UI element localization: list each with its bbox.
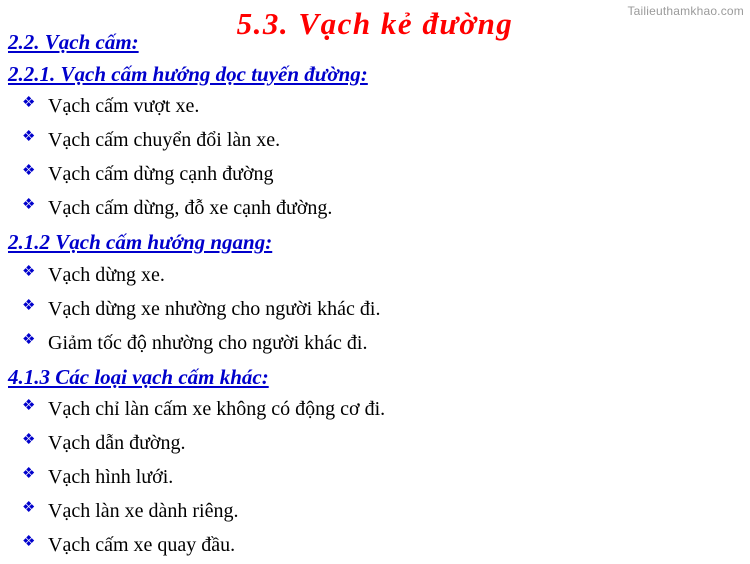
list-item-label: Vạch dẫn đường.	[48, 432, 186, 455]
section-heading-cac-loai-khac: 4.1.3 Các loại vạch cấm khác:	[8, 364, 269, 389]
section-heading-vach-cam: 2.2. Vạch cấm:	[8, 30, 139, 54]
bullet-list-huong-ngang	[8, 258, 748, 360]
list-item-label: Vạch cấm xe quay đầu.	[48, 534, 236, 557]
slide-content	[8, 30, 748, 564]
bullet-list-huong-doc	[8, 89, 748, 225]
list-item	[20, 460, 748, 494]
diamond-bullet-icon: ❖	[22, 297, 36, 314]
list-item-label: Vạch làn xe dành riêng.	[48, 500, 239, 523]
list-item-label: Vạch dừng xe.	[48, 263, 165, 286]
list-item-label: Vạch hình lưới.	[48, 466, 174, 489]
list-item-label: Vạch cấm dừng, đỗ xe cạnh đường.	[48, 197, 333, 220]
diamond-bullet-icon: ❖	[22, 331, 36, 348]
diamond-bullet-icon: ❖	[22, 163, 36, 180]
list-item-label: Vạch cấm dừng cạnh đường	[48, 163, 274, 186]
diamond-bullet-icon: ❖	[22, 197, 36, 214]
diamond-bullet-icon: ❖	[22, 432, 36, 449]
list-item-label: Vạch cấm vượt xe.	[48, 95, 200, 118]
list-item	[20, 326, 748, 360]
bullet-list-cac-loai-khac	[8, 392, 748, 562]
list-item-label: Vạch dừng xe nhường cho người khác đi.	[48, 297, 381, 320]
list-item	[20, 258, 748, 292]
page-title: 5.3. Vạch kẻ đường	[236, 6, 514, 41]
list-item	[20, 392, 748, 426]
list-item	[20, 89, 748, 123]
list-item	[20, 157, 748, 191]
list-item	[20, 191, 748, 225]
section-heading-huong-doc: 2.2.1. Vạch cấm hướng dọc tuyến đường:	[8, 61, 368, 86]
watermark-text: Tailieuthamkhao.com	[627, 4, 744, 18]
list-item	[20, 426, 748, 460]
diamond-bullet-icon: ❖	[22, 129, 36, 146]
list-item-label: Giảm tốc độ nhường cho người khác đi.	[48, 331, 368, 354]
section-heading-huong-ngang: 2.1.2 Vạch cấm hướng ngang:	[8, 230, 273, 255]
diamond-bullet-icon: ❖	[22, 466, 36, 483]
list-item	[20, 123, 748, 157]
diamond-bullet-icon: ❖	[22, 95, 36, 112]
diamond-bullet-icon: ❖	[22, 398, 36, 415]
diamond-bullet-icon: ❖	[22, 534, 36, 551]
list-item-label: Vạch cấm chuyển đổi làn xe.	[48, 129, 281, 152]
list-item	[20, 494, 748, 528]
diamond-bullet-icon: ❖	[22, 500, 36, 517]
list-item-label: Vạch chỉ làn cấm xe không có động cơ đi.	[48, 398, 386, 421]
diamond-bullet-icon: ❖	[22, 263, 36, 280]
list-item	[20, 292, 748, 326]
list-item	[20, 528, 748, 562]
